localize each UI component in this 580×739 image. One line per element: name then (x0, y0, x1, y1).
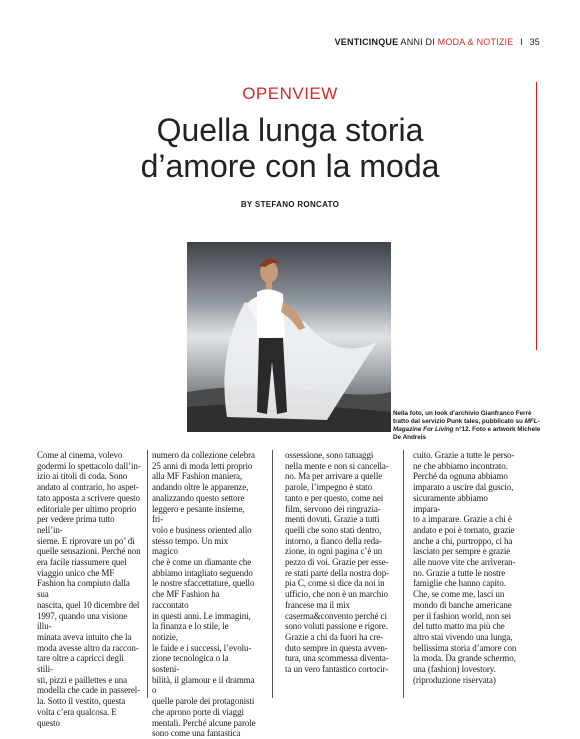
byline: BY STEFANO RONCATO (240, 200, 340, 209)
body-column-1: Come al cinema, volevo godermi lo spettacolo dall’in- izio ai titoli di coda. Sono andato al contrario, ho aspet- tato apposta a scrivere questo editoriale per ultimo proprio per vedere prima tutto nell’in- sieme. E riprovare un po’ di quelle sensazioni. Perché non era facile riassumere quel viaggio unico che MF Fashion ha compiuto dalla sua nascita, quel 10 dicembre del 1997, quando una visione illu- minata aveva intuito che la moda avesse altro da raccon- tare oltre a capricci degli stili- sti, pizzi e paillettes e una modella che cade in passerel- la. Sotto il vestito, questa volta c’era qualcosa. E questo (37, 450, 141, 728)
body-column-3: ossessione, sono tatuaggi nella mente e non si cancella- no. Ma per arrivare a quelle parole, l’impegno è stato tanto e per questo, come nei film, servono dei ringrazia- menti dovuti. Grazie a tutti quelli che sono stati dentro, intorno, a fianco della reda- zione, in ogni pagina c’è un pezzo di voi. Grazie per esse- re stati parte della nostra dop- pia C, come si dice da noi in ufficio, che non è un marchio francese ma il mix caserma&convento perché ci sono voluti passione e rigore. Grazie a chi da fuori ha cre- duto sempre in questa avven- tura, una scommessa diventa- ta un vero fantastico cortocir- (285, 450, 390, 675)
title-line-1: Quella lunga storia (156, 112, 424, 148)
photo-caption (393, 410, 543, 442)
body-column-4: cuito. Grazie a tutte le perso- ne che abbiamo incontrato. Perché da ognuna abbiamo imparato a uscire dal guscio, sicuramente abbiamo impara- to a imparare. Grazie a chi è andato e poi è tornato, grazie anche a chi, purtroppo, ci ha lasciato per sempre e grazie alle nuove vite che arriveran- no. Grazie a tutte le nostre famiglie che hanno capito. Che, se come me, lasci un mondo di banche americane per il fashion world, non sei del tutto matto ma più che altro stai vivendo una lunga, bellissima storia d’amore con la moda. Da grande schermo, una (fashion) lovestory. (riproduzione riservata) (413, 450, 517, 685)
article-title (0, 112, 580, 184)
header-subtitle: ANNI DI (400, 37, 435, 47)
running-header (335, 37, 540, 47)
header-brand: VENTICINQUE (334, 37, 399, 47)
caption-text-2: n°12. Foto e artwork Michele De Andreis (393, 426, 541, 441)
column-divider (272, 450, 273, 698)
header-separator: I (520, 37, 523, 47)
caption-text-1: Nella foto, un look d’archivio Gianfranco Ferrè tratto dal servizio Punk tales, pubblicato su (393, 410, 532, 425)
fashion-photo-model-icon (187, 242, 391, 432)
column-divider (147, 450, 148, 698)
fashion-photo (187, 242, 391, 432)
title-line-2: d’amore con la moda (140, 148, 440, 184)
header-magazine: MODA & NOTIZIE (437, 37, 514, 47)
body-column-2: numero da collezione celebra 25 anni di moda letti proprio alla MF Fashion maniera, andando oltre le apparenze, analizzando questo settore leggero e pesante insieme, fri- volo e business oriented allo stesso tempo. Un mix magico che è come un diamante che abbiamo intagliato seguendo le nostre sfaccettature, quello che MF Fashion ha raccontato in questi anni. Le immagini, la finanza e lo stile, le notizie, le faide e i successi, l’evolu- zione tecnologica o la sosteni- bilità, il glamour e il dramma o quelle parole dei protagonisti che aprono porte di viaggi mentali. Perché alcune parole sono come una fantastica (152, 450, 256, 739)
column-divider (403, 450, 404, 698)
caption-magazine-name: MFL-Magazine For Living (393, 418, 540, 433)
page-number: 35 (529, 37, 540, 47)
section-kicker: OPENVIEW (242, 84, 338, 103)
